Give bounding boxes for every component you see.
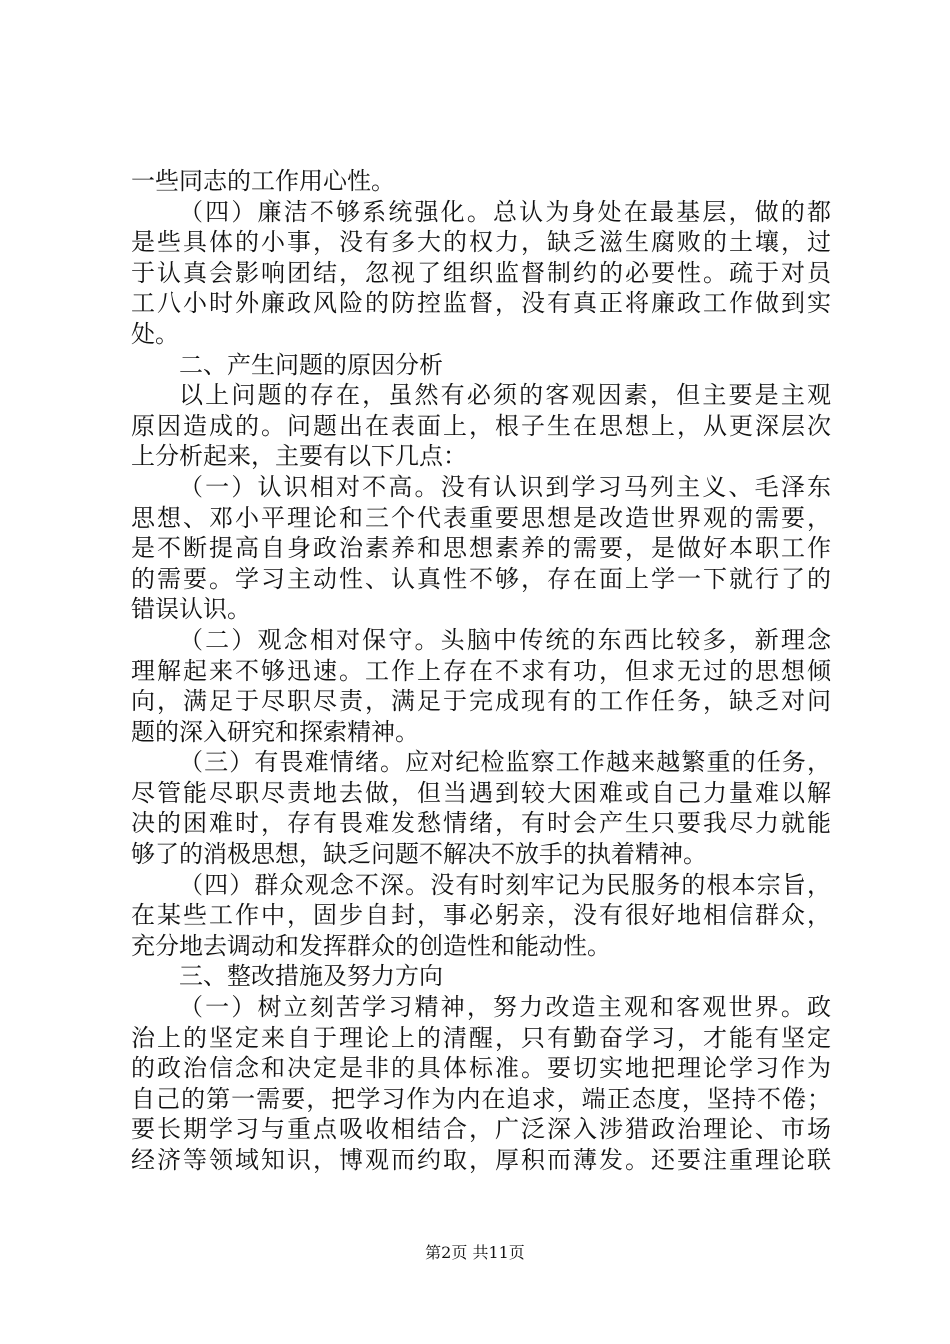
text-line: 决的困难时，存有畏难发愁情绪，有时会产生只要我尽力就能 [131,809,831,838]
text-line: 向，满足于尽职尽责，满足于完成现有的工作任务，缺乏对问 [131,687,831,716]
text-line: 原因造成的。问题出在表面上，根子生在思想上，从更深层次 [131,411,831,440]
text-line: 题的深入研究和探索精神。 [131,717,419,746]
page-number-footer: 第2页 共11页 [425,1243,525,1262]
text-line: （一）树立刻苦学习精神，努力改造主观和客观世界。政 [179,993,831,1022]
text-line: 工八小时外廉政风险的防控监督，没有真正将廉政工作做到实 [131,289,831,318]
text-line: 处。 [131,319,179,348]
section-heading: 三、整改措施及努力方向 [179,962,443,991]
text-line: （二）观念相对保守。头脑中传统的东西比较多，新理念 [179,625,831,654]
text-line: 上分析起来，主要有以下几点： [131,442,467,471]
text-line: 的政治信念和决定是非的具体标准。要切实地把理论学习作为 [131,1054,831,1083]
text-line: 充分地去调动和发挥群众的创造性和能动性。 [131,931,611,960]
section-heading: 二、产生问题的原因分析 [179,350,443,379]
text-line: 在某些工作中，固步自封，事必躬亲，没有很好地相信群众， [131,901,831,930]
text-line: 要长期学习与重点吸收相结合，广泛深入涉猎政治理论、市场 [131,1115,831,1144]
text-line: 是不断提高自身政治素养和思想素养的需要，是做好本职工作 [131,534,831,563]
text-line: 错误认识。 [131,595,251,624]
text-line: 理解起来不够迅速。工作上存在不求有功，但求无过的思想倾 [131,656,831,685]
text-line: （一）认识相对不高。没有认识到学习马列主义、毛泽东 [179,472,831,501]
text-line: （四）廉洁不够系统强化。总认为身处在最基层，做的都 [179,197,831,226]
text-line: 经济等领域知识，博观而约取，厚积而薄发。还要注重理论联 [131,1146,831,1174]
text-line: （三）有畏难情绪。应对纪检监察工作越来越繁重的任务， [179,748,831,777]
text-line: 思想、邓小平理论和三个代表重要思想是改造世界观的需要， [131,503,831,532]
text-line: 够了的消极思想，缺乏问题不解决不放手的执着精神。 [131,840,707,869]
text-line: 自己的第一需要，把学习作为内在追求，端正态度，坚持不倦； [131,1084,831,1113]
text-line: 的需要。学习主动性、认真性不够，存在面上学一下就行了的 [131,564,831,593]
document-body [131,166,831,1176]
text-line: 以上问题的存在，虽然有必须的客观因素，但主要是主观 [179,381,831,410]
text-line: 尽管能尽职尽责地去做，但当遇到较大困难或自己力量难以解 [131,778,831,807]
text-line: 于认真会影响团结，忽视了组织监督制约的必要性。疏于对员 [131,258,831,287]
text-line: 治上的坚定来自于理论上的清醒，只有勤奋学习，才能有坚定 [131,1023,831,1052]
text-line: （四）群众观念不深。没有时刻牢记为民服务的根本宗旨， [179,870,831,899]
text-line: 是些具体的小事，没有多大的权力，缺乏滋生腐败的土壤，过 [131,228,831,257]
text-line: 一些同志的工作用心性。 [131,167,395,195]
